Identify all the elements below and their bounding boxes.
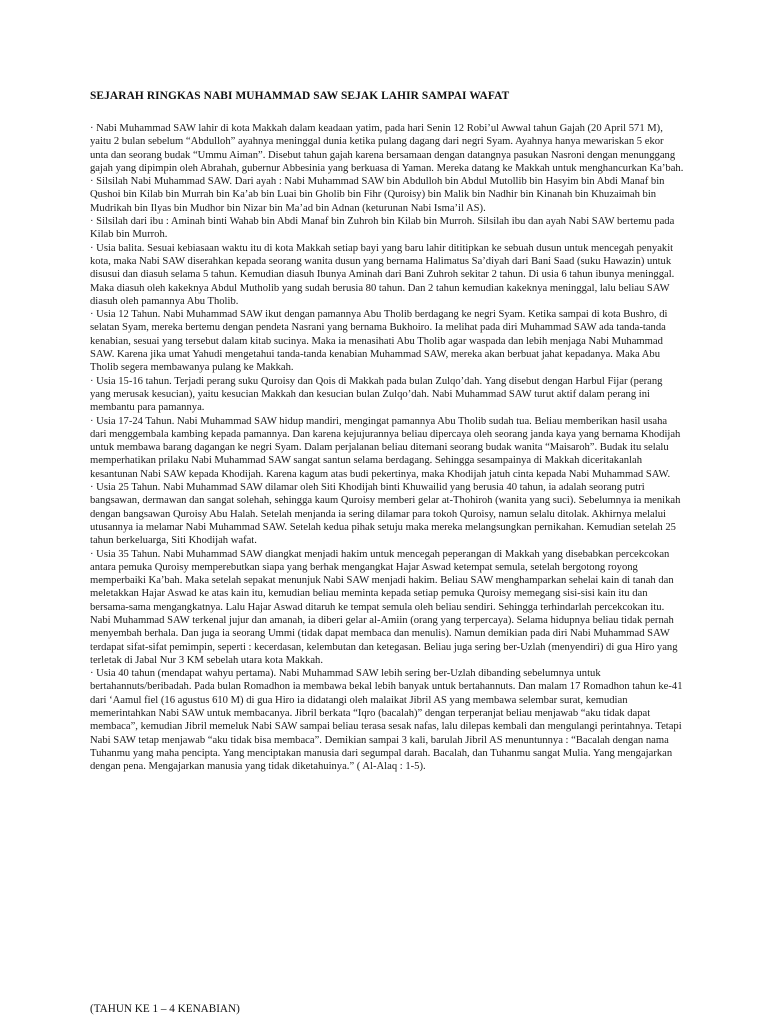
paragraph-age-15-16: · Usia 15-16 tahun. Terjadi perang suku Quroisy dan Qois di Makkah pada bulan Zulqo’dah. Yang disebut dengan Harbul Fijar (perang yang merusak kesucian), yaitu kesucian Makkah dan kesucian bulan Zulqo’dah. Nabi Muhammad SAW turut aktif dalam perang ini membantu para pamannya. bbox=[90, 375, 663, 414]
section-heading: (TAHUN KE 1 – 4 KENABIAN) bbox=[90, 1003, 240, 1015]
paragraph-age-35: · Usia 35 Tahun. Nabi Muhammad SAW diangkat menjadi hakim untuk mencegah peperangan di Makkah yang disebabkan percekcokan antara pemuka Quroisy memperebutkan siapa yang berhak mengangkat Hajar Aswad ketempat semula, setelah bergotong royong memperbaiki Ka’bah. Maka setelah sepakat menunjuk Nabi SAW menjadi hakim. Beliau SAW menghamparkan sehelai kain di tanah dan meletakkan Hajar Aswad ke atas kain itu, kemudian beliau meminta kepada setiap pemuka Quroisy memegang sisi-sisi kain itu dan bersama-sama mengangkatnya. Lalu Hajar Aswad ditaruh ke tempat semula oleh beliau sendiri. Sehingga terhindarlah percekcokan itu. Nabi Muhammad SAW terkenal jujur dan amanah, ia diberi gelar al-Amiin (orang yang terpercaya). Selama hidupnya beliau tidak pernah menyembah berhala. Dan juga ia seorang Ummi (tidak dapat membaca dan menulis). Namun demikian pada diri Nabi Muhammad SAW terdapat sifat-sifat pemimpin, seperti : kecerdasan, kelembutan dan ketegasan. Beliau juga sering ber-Uzlah (menyendiri) di gua Hiro yang terletak di Jabal Nur 3 KM sebelah utara kota Makkah. bbox=[90, 548, 678, 666]
paragraph-age-40: · Usia 40 tahun (mendapat wahyu pertama). Nabi Muhammad SAW lebih sering ber-Uzlah dibanding sebelumnya untuk bertahannuts/beribadah. Pada bulan Romadhon ia membawa bekal lebih banyak untuk bertahannuts. Dan malam 17 Romadhon tahun ke-41 dari ‘Aamul fiel (16 agustus 610 M) di gua Hiro ia didatangi oleh malaikat Jibril AS yang membawa selembar surat, kemudian memerintahkan Nabi SAW untuk membacanya. Jibril berkata “Iqro (bacalah)” dengan terperanjat beliau menjawab “aku tidak dapat membaca”, kemudian Jibril memeluk Nabi SAW sampai beliau terasa sesak nafas, lalu dilepas kembali dan mengulangi perintahnya. Tetapi Nabi SAW tetap menjawab “aku tidak bisa membaca”. Demikian sampai 3 kali, barulah Jibril AS menuntunnya : “Bacalah dengan nama Tuhanmu yang maha pencipta. Yang menciptakan manusia dari segumpal darah. Bacalah, dan Tuhanmu sangat Mulia. Yang mengajarkan dengan pena. Mengajarkan manusia yang tidak diketahuinya.” ( Al-Alaq : 1-5). bbox=[90, 668, 683, 773]
document-title: SEJARAH RINGKAS NABI MUHAMMAD SAW SEJAK LAHIR SAMPAI WAFAT bbox=[90, 90, 510, 102]
paragraph-childhood: · Usia balita. Sesuai kebiasaan waktu itu di kota Makkah setiap bayi yang baru lahir dititipkan ke sebuah dusun untuk mencegah penyakit kota, maka Nabi SAW diserahkan kepada seorang wanita dusun yang bernama Halimatus Sa’diyah dari Bani Saad (suku Hawazin) untuk disusui dan diasuh selama 5 tahun. Kemudian diasuh Ibunya Aminah dari Bani Zuhroh sekitar 2 tahun. Di usia 6 tahun ibunya meninggal. Maka diasuh oleh kakeknya Abdul Mutholib yang sudah berusia 80 tahun. Dan 2 tahun kemudian kakeknya meninggal, lalu beliau SAW diasuh oleh pamannya Abu Tholib. bbox=[90, 242, 675, 307]
paragraph-lineage-father: · Silsilah Nabi Muhammad SAW. Dari ayah : Nabi Muhammad SAW bin Abdulloh bin Abdul Mutollib bin Hasyim bin Abdi Manaf bin Qushoi bin Kilab bin Murrah bin Ka’ab bin Luai bin Gholib bin Fihr (Quroisy) bin Malik bin Nadhir bin Kinanah bin Khuzaimah bin Mudrikah bin Ilyas bin Mudhor bin Nizar bin Ma’ad bin Adnan (keturunan Nabi Isma’il AS). bbox=[90, 176, 665, 214]
document-body bbox=[90, 122, 684, 774]
paragraph-lineage-mother: · Silsilah dari ibu : Aminah binti Wahab bin Abdi Manaf bin Zuhroh bin Kilab bin Murroh. Silsilah ibu dan ayah Nabi SAW bertemu pada Kilab bin Murroh. bbox=[90, 216, 675, 241]
paragraph-age-12: · Usia 12 Tahun. Nabi Muhammad SAW ikut dengan pamannya Abu Tholib berdagang ke negri Syam. Ketika sampai di kota Bushro, di selatan Syam, mereka bertemu dengan pendeta Nasrani yang bernama Bukhoiro. Ia melihat pada diri Muhammad SAW ada tanda-tanda kenabian, sesuai yang tersebut dalam kitab sucinya. Maka ia menasihati Abu Tholib agar waspada dan lebih menjaga Nabi Muhammad SAW. Karena jika umat Yahudi mengetahui tanda-tanda kenabian Muhammad SAW, mereka akan berbuat jahat kepadanya. Maka Abu Tholib segera membawanya pulang ke Makkah. bbox=[90, 309, 668, 374]
paragraph-birth: · Nabi Muhammad SAW lahir di kota Makkah dalam keadaan yatim, pada hari Senin 12 Robi’ul Awwal tahun Gajah (20 April 571 M), yaitu 2 bulan sebelum “Abdulloh” ayahnya meninggal dunia ketika pulang dagang dari negri Syam. Ayahnya hanya mewariskan 5 ekor unta dan seorang budak “Ummu Aiman”. Disebut tahun gajah karena bersamaan dengan datangnya pasukan Nasroni dengan menunggang gajah yang dipimpin oleh Abrahah, gubernur Abbesinia yang berkuasa di Yaman. Mereka datang ke Makkah untuk menghancurkan Ka’bah. bbox=[90, 123, 684, 174]
paragraph-age-17-24: · Usia 17-24 Tahun. Nabi Muhammad SAW hidup mandiri, mengingat pamannya Abu Tholib sudah tua. Beliau memberikan hasil usaha dari menggembala kambing kepada pamannya. Dan karena kejujurannya beliau dipercaya oleh seorang janda kaya yang bernama Khodijah untuk membawa barang dagangan ke negri Syam. Dalam perjalanan beliau ditemani seorang budak wanita “Maisaroh”. Budak itu selalu memperhatikan prilaku Nabi Muhammad SAW sangat santun selama berdagang. Sehingga sesampainya di Makkah diceritakanlah kesantunan Nabi SAW kepada Khodijah. Karena kagum atas budi pekertinya, maka Khodijah jatuh cinta kepada Nabi Muhammad SAW. bbox=[90, 415, 681, 480]
paragraph-age-25: · Usia 25 Tahun. Nabi Muhammad SAW dilamar oleh Siti Khodijah binti Khuwailid yang berusia 40 tahun, ia adalah seorang putri bangsawan, dermawan dan sangat solehah, sehingga kaum Quroisy memberi gelar at-Thohiroh (wanita yang suci). Sebelumnya ia menikah dengan bangsawan Quroisy Abu Halah. Setelah menjanda ia sering dilamar para tokoh Quroisy, namun selalu ditolak. Akhirnya melalui utusannya ia melamar Nabi Muhammad SAW. Setelah kedua pihak setuju maka mereka melangsungkan pernikahan. Kemudian setelah 25 tahun berkeluarga, Siti Khodijah wafat. bbox=[90, 482, 681, 547]
